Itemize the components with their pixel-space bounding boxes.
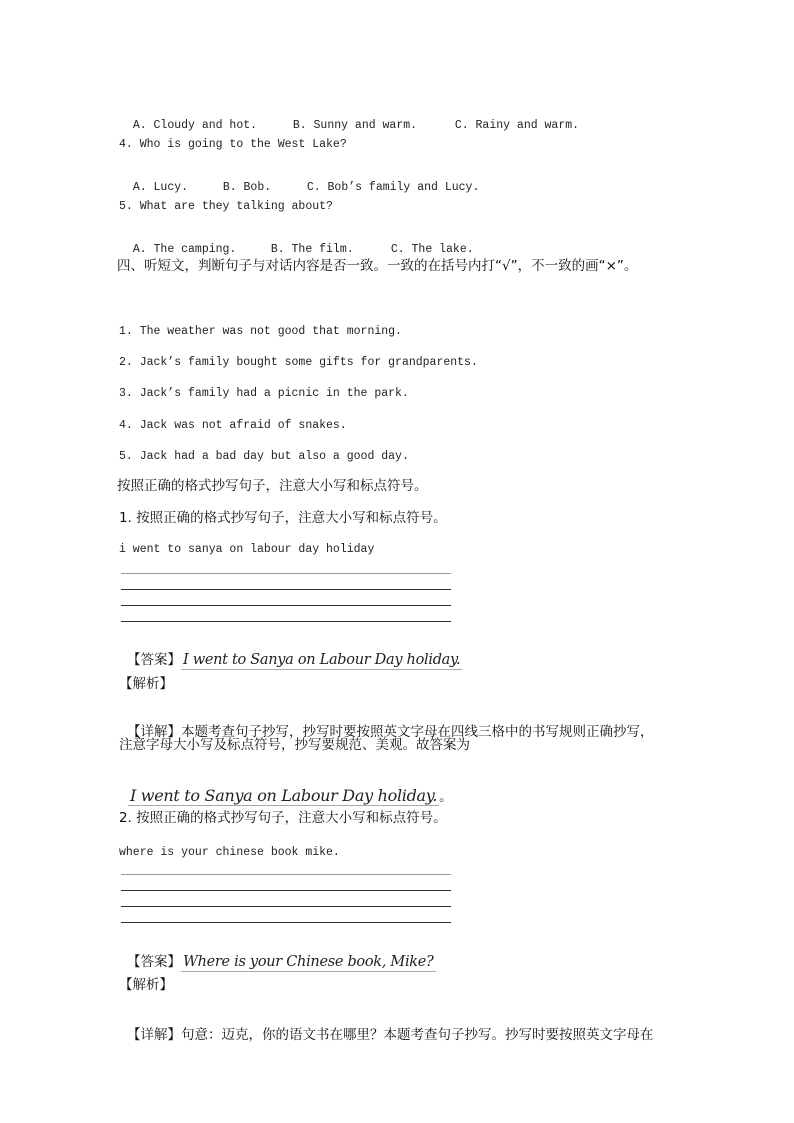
- copy1-writing-lines: [121, 558, 451, 622]
- statement-item: 1. The weather was not good that morning.: [119, 325, 402, 338]
- q5-option-b: B. The film.: [270, 242, 354, 256]
- copy1-answer-repeat: I went to Sanya on Labour Day holiday.: [130, 786, 438, 805]
- copy1-sentence: i went to sanya on labour day holiday: [119, 543, 375, 556]
- q3-options: [119, 108, 579, 131]
- q5-options: [119, 232, 474, 255]
- copy1-end-mark: 。: [439, 789, 453, 805]
- section4-title: 四、听短文，判断句子与对话内容是否一致。一致的在括号内打“√”，不一致的画“×”。: [117, 258, 638, 274]
- copy2-sentence: where is your chinese book mike.: [119, 846, 340, 859]
- copy2-detail-label: 【详解】: [127, 1027, 181, 1043]
- copy2-prompt: 2. 按照正确的格式抄写句子，注意大小写和标点符号。: [119, 810, 447, 826]
- q3-option-b: B. Sunny and warm.: [292, 118, 418, 132]
- copy1-detail-line1: [119, 708, 654, 740]
- copy1-answer-repeat-row: [120, 772, 453, 806]
- statement-item: 3. Jack’s family had a picnic in the park.: [119, 387, 409, 400]
- q5-question: 5. What are they talking about?: [119, 200, 333, 213]
- q4-option-b: B. Bob.: [222, 180, 272, 194]
- copy2-detail-line1: [119, 1011, 654, 1043]
- q4-options: [119, 170, 479, 193]
- statement-item: 5. Jack had a bad day but also a good day.: [119, 450, 409, 463]
- copy1-detail-line2: 注意字母大小写及标点符号，抄写要规范、美观。故答案为: [119, 737, 470, 753]
- copy2-answer-text: Where is your Chinese book, Mike?: [183, 954, 434, 970]
- copy2-answer-label: 【答案】: [127, 954, 181, 970]
- statement-item: 2. Jack’s family bought some gifts for grandparents.: [119, 356, 478, 369]
- copy1-detail-text: 本题考查句子抄写，抄写时要按照英文字母在四线三格中的书写规则正确抄写，: [181, 724, 654, 740]
- q3-option-a: A. Cloudy and hot.: [132, 118, 258, 132]
- q5-option-c: C. The lake.: [390, 242, 474, 256]
- copy1-analysis-label: 【解析】: [119, 676, 173, 692]
- copy1-detail-label: 【详解】: [127, 724, 181, 740]
- copy-section-title: 按照正确的格式抄写句子，注意大小写和标点符号。: [117, 478, 428, 494]
- q4-option-a: A. Lucy.: [132, 180, 189, 194]
- q3-option-c: C. Rainy and warm.: [454, 118, 580, 132]
- copy2-answer-row: [119, 938, 436, 972]
- q5-option-a: A. The camping.: [132, 242, 237, 256]
- statement-item: 4. Jack was not afraid of snakes.: [119, 419, 347, 432]
- copy2-writing-lines: [121, 859, 451, 923]
- copy2-detail-text: 句意：迈克，你的语文书在哪里？本题考查句子抄写。抄写时要按照英文字母在: [181, 1027, 654, 1043]
- copy1-answer-row: [119, 636, 462, 670]
- q4-option-c: C. Bob’s family and Lucy.: [306, 180, 480, 194]
- copy1-answer-text: I went to Sanya on Labour Day holiday.: [183, 652, 461, 668]
- copy1-prompt: 1. 按照正确的格式抄写句子，注意大小写和标点符号。: [119, 510, 447, 526]
- copy2-analysis-label: 【解析】: [119, 977, 173, 993]
- copy1-answer-label: 【答案】: [127, 652, 181, 668]
- q4-question: 4. Who is going to the West Lake?: [119, 138, 347, 151]
